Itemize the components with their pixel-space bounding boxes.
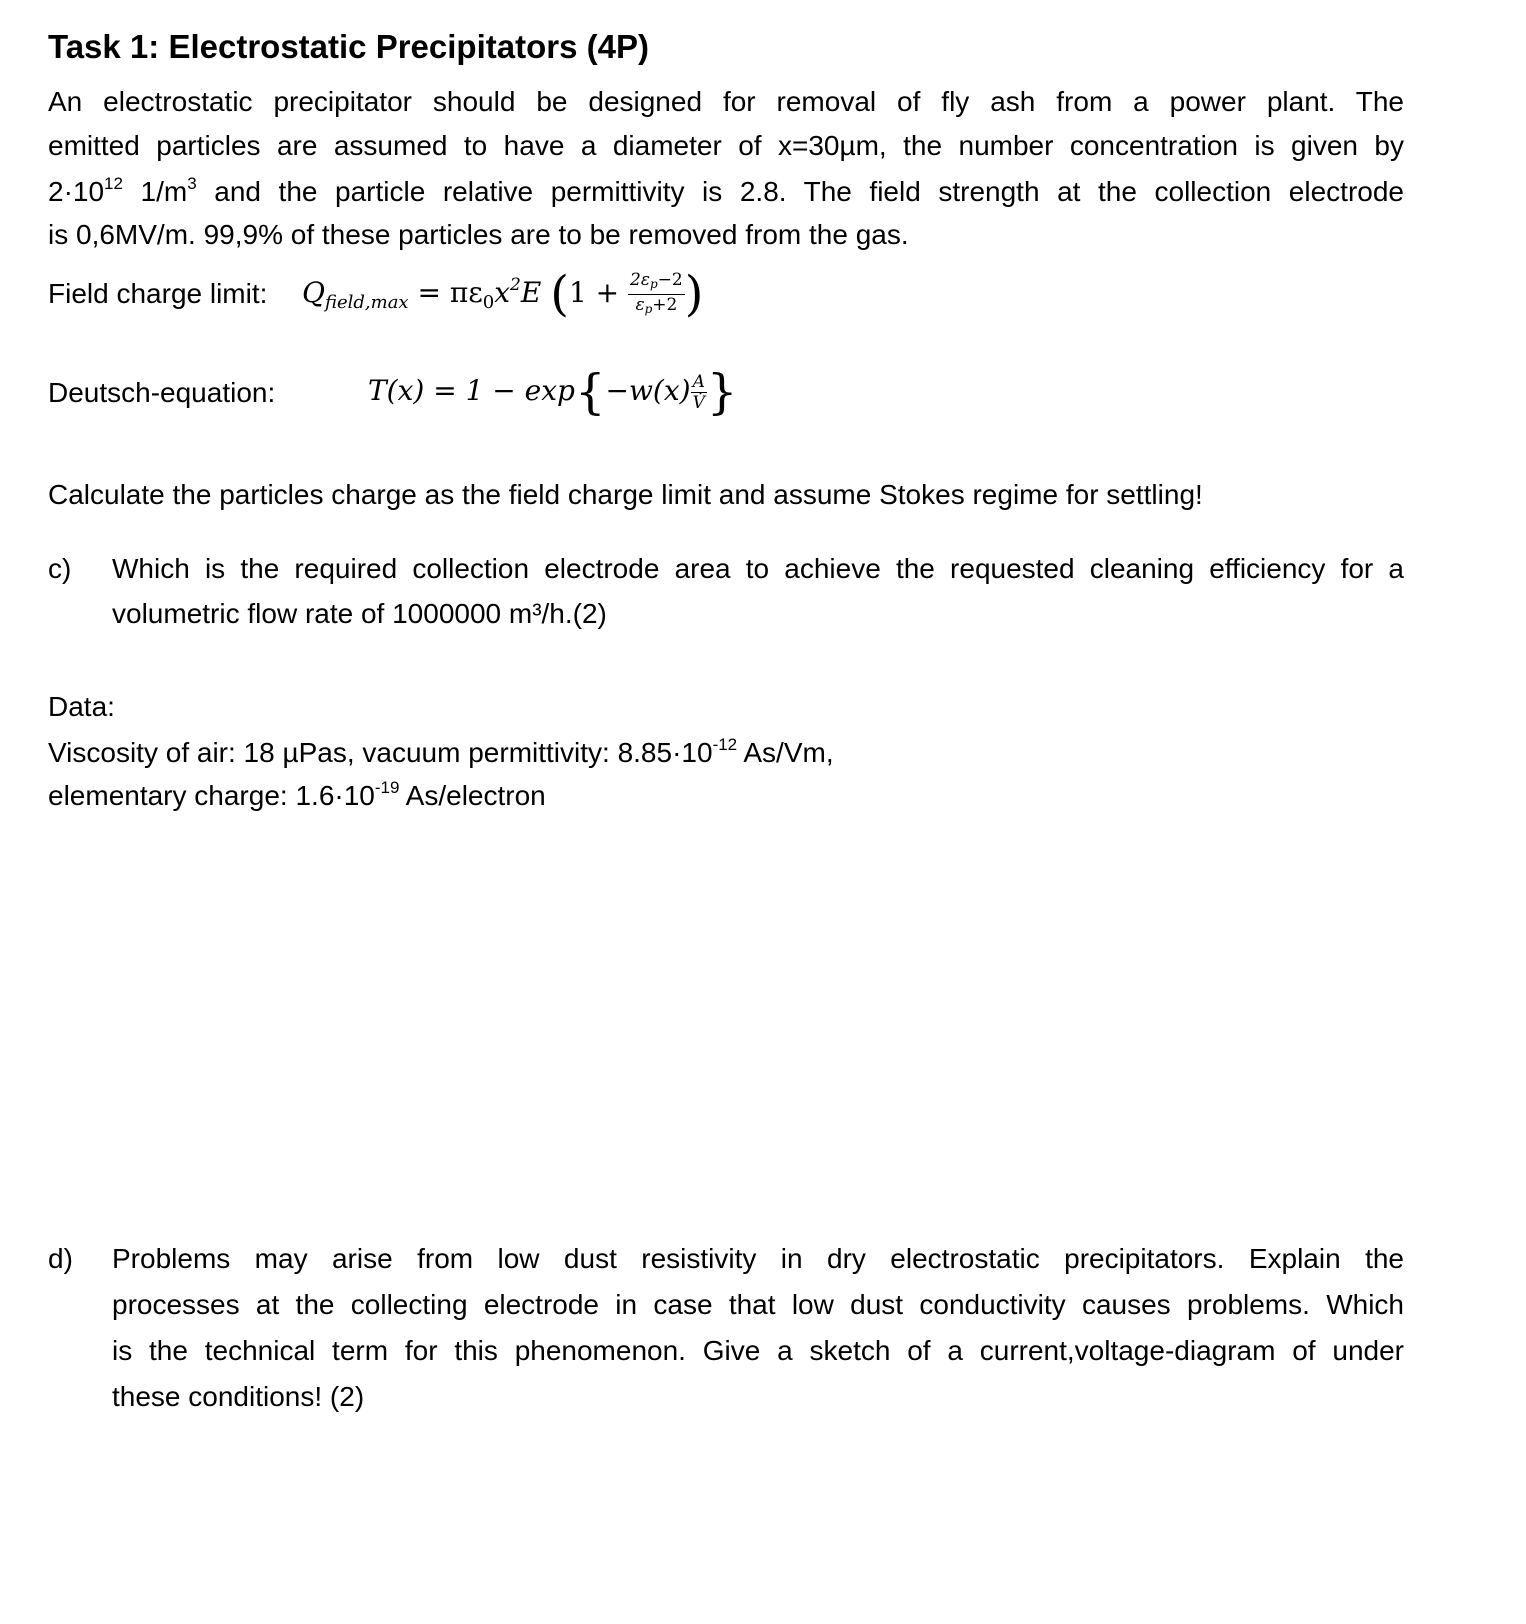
question-d-marker: d) [48,1243,73,1274]
data-line-1-b: As/Vm, [737,737,834,768]
deutsch-lhs: T(x) = 1 − exp [368,374,575,407]
question-c-line-1: Which is the required collection electrode area to achieve the requested cleaning efficiency for a [112,553,1404,584]
intro-line-3-sup2: 3 [187,174,197,193]
intro-line-2: emitted particles are assumed to have a diameter of x=30µm, the number concentration is given by [48,130,1404,161]
intro-line-3-a: 2·10 [48,176,105,207]
intro-line-3-c: and the particle relative permittivity is 2.8. The field strength at the collection electrode [196,176,1404,207]
intro-line-3-b: 1/m [122,176,188,207]
frac-num-tail: −2 [657,270,683,290]
eq-paren-close: ) [684,266,704,322]
deutsch-inner: −w(x) [605,374,691,407]
question-d-line-4: these conditions! (2) [112,1381,365,1412]
frac-num-sub: p [649,277,658,291]
deutsch-equation [368,364,737,420]
frac-den: ε [635,295,645,315]
question-d-line-1: Problems may arise from low dust resistivity in dry electrostatic precipitators. Explain the [112,1243,1404,1274]
deutsch-brace-open: { [574,364,606,420]
eq-rhs-sub: 0 [482,292,495,313]
eq-rhs-sup: 2 [510,275,521,295]
intro-line-3-sup1: 12 [104,174,123,193]
data-line-1-a: Viscosity of air: 18 µPas, vacuum permittivity: 8.85·10 [48,737,713,768]
eq-one-plus: 1 + [568,276,629,309]
intro-line-3 [48,174,1404,208]
data-line-1-sup: -12 [712,735,738,754]
deutsch-brace-close: } [706,364,738,420]
eq-rhs-b: x [494,276,511,309]
data-heading: Data: [48,691,115,722]
eq-q-sub: field,max [324,292,409,313]
question-c-marker: c) [48,553,72,584]
deutsch-frac-num: A [692,372,705,392]
data-line-2-a: elementary charge: 1.6·10 [48,780,375,811]
intro-line-1: An electrostatic precipitator should be designed for removal of fly ash from a power plant. The [48,86,1404,117]
frac-num: 2ε [630,270,650,290]
frac-den-sub: p [644,302,653,316]
task-title: Task 1: Electrostatic Precipitators (4P) [48,28,649,65]
deutsch-frac-den: V̇ [692,393,705,413]
data-line-2-b: As/electron [399,780,546,811]
eq-paren-open: ( [550,266,569,322]
question-d-line-3: is the technical term for this phenomenon. Give a sketch of a current,voltage-diagram of under [112,1335,1404,1366]
data-line-2-sup: -19 [374,778,400,797]
eq-rhs-a: = πε [417,276,483,309]
intro-line-4: is 0,6MV/m. 99,9% of these particles are to be removed from the gas. [48,219,909,250]
eq-fraction [628,270,685,319]
instruction-text: Calculate the particles charge as the field charge limit and assume Stokes regime for settling! [48,479,1203,510]
question-c-line-2: volumetric flow rate of 1000000 m³/h.(2) [112,598,607,629]
eq-q: Q [302,276,325,309]
data-line-1 [48,735,834,769]
question-d-line-2: processes at the collecting electrode in case that low dust conductivity causes problems. Which [112,1289,1404,1320]
eq-rhs-c: E [520,276,542,309]
field-charge-equation [302,266,703,322]
field-charge-label: Field charge limit: [48,278,268,309]
deutsch-fraction [691,372,707,413]
data-line-2 [48,778,546,812]
deutsch-label: Deutsch-equation: [48,377,276,408]
frac-den-tail: +2 [652,295,678,315]
